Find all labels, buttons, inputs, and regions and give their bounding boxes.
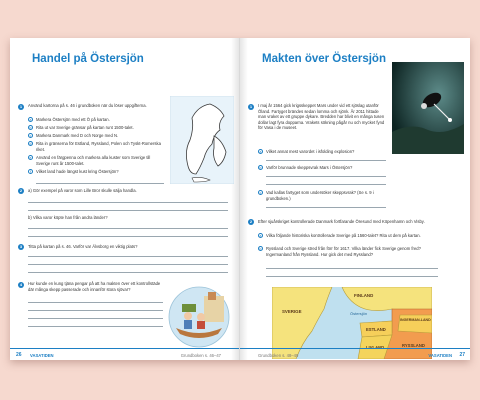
right-book-reference: Grundboken s. 48–49 — [258, 352, 299, 358]
right-footer — [240, 348, 470, 360]
right-question-1-number: 1 — [249, 104, 253, 109]
scandinavia-map-illustration — [170, 96, 234, 184]
question-1e: Använd en färgpenna och markera alla kuster som Sverige till Sverige runt år 1500-talet. — [36, 155, 151, 166]
right-page-number: 27 — [459, 352, 465, 358]
question-4: Hur kunde en kung tjäna pengar på att ha makten över ett kontrollstäde där många skepp passerade och innanför stora sjövar? — [28, 281, 161, 292]
question-2a: a) Gör exempel på varor som Lille Bror skulle sälja handla. — [28, 188, 137, 193]
map-label-estonia: ESTLAND — [366, 327, 386, 332]
map-label-livonia: LIVLAND — [366, 345, 385, 350]
question-1c: Markera Danmark med D och Norge med N. — [36, 133, 119, 138]
left-footer — [10, 348, 239, 360]
question-1a: Markera Östersjön med ett Ö på kartan. — [36, 117, 110, 122]
question-1d: Rita in gränserna för Estland, Ryssland, Polen och Tyskt-Romerska riket. — [36, 141, 161, 152]
map-label-ingermanland: INGERMAN-LAND — [400, 318, 431, 322]
right-page: Makten över Östersjön 1 I maj år 1564 gick krigsskeppet Mars under vid ett sjöslag utanför Öland. Fartyget brändes sedan lomma och sjönk. År 2011 hittade man vraket av ett gruppe dykare. Bredden har blivit en många tusen dollar lagt fyra dopparna. Vrakets sökning pågår nu och mycket fynd för Vasa i de museet. a Vilket annat mest varordet i isfolding explosion? b Varför brunnade skeppsvrak Mars i Östersjön? c Vad kallas fartyget som undersöker skeppsvrak? (Se s. 9 i grundboken.) 2 Efter sjuårskriget kontrollerade Danmark fortfarande Öresund med Köpenhamn och Visby. a Vilka följande historiska kontrollerade Sverige på 1560-talet? Rita ut dem på kartan. b Ryssland och Sverige stred från förr för 1617. Vilka länder fick Sverige genom fred? Ingermanland från Ryssland. Hur gick det med Ryssland? Östersjön FINLAND SVERIGE INGERMAN-LAND ESTLAND RYSSLAND LIVLAND Grundboken s. 48–49 VASATIDEN 27 — [240, 38, 470, 360]
merchants-boat-illustration — [168, 286, 230, 348]
question-3-number: 3 — [19, 244, 23, 249]
map-sea-label: Östersjön — [350, 311, 368, 316]
right-question-1c: Vad kallas fartyget som undersöker skeppsvrak? (Se s. 9 i grundboken.) — [266, 190, 374, 201]
right-question-2-intro: Efter sjuårskriget kontrollerade Danmark fortfarande Öresund med Köpenhamn och Visby. — [258, 219, 425, 224]
question-2b: b) Vilka varor köpte han från andra länder? — [28, 215, 108, 220]
left-book-reference: Grundboken s. 46–47 — [180, 352, 221, 358]
question-1b: Rita ut var Sverige gränsar på kartan runt 1500-talet. — [36, 125, 134, 130]
question-1-intro: Använd kartorna på s. 46 i grundboken när du löser uppgifterna. — [28, 103, 147, 108]
open-book — [10, 38, 470, 360]
map-label-russia: RYSSLAND — [402, 343, 425, 348]
question-1-number: 1 — [19, 104, 23, 109]
left-chapter-label: VASATIDEN — [30, 352, 54, 358]
right-question-2a: Vilka följande historiska kontrollerade Sverige på 1560-talet? Rita ut dem på kartan. — [266, 233, 421, 238]
left-page-title: Handel på Östersjön — [32, 53, 144, 65]
right-question-2-number: 2 — [249, 219, 253, 224]
right-chapter-label: VASATIDEN — [428, 352, 452, 358]
map-label-sweden: SVERIGE — [282, 309, 302, 314]
question-1f: Vilket land hade längst kust kring Östersjön? — [36, 169, 119, 174]
question-4-number: 4 — [19, 282, 23, 287]
question-3: Titta på kartan på s. 46. Varför var Älvsborg en viktig plats? — [28, 244, 138, 249]
map-label-finland: FINLAND — [354, 293, 374, 298]
right-page-title: Makten över Östersjön — [262, 53, 386, 65]
right-question-2b: Ryssland och Sverige stred från förr för 1617. Vilka länder fick Sverige genom fred? Ingermanland från Ryssland. Hur gick det med Ryssland? — [266, 246, 421, 257]
right-question-1b: Varför brunnade skeppsvrak Mars i Östersjön? — [266, 165, 353, 170]
question-2-number: 2 — [19, 188, 23, 193]
left-page: Handel på Östersjön 1 Använd kartorna på s. 46 i grundboken när du löser uppgifterna. a Markera Östersjön med ett Ö på kartan. b Rita ut var Sverige gränsar på kartan runt 1500-talet. c Markera Danmark med D och Norge med N. d Rita in gränserna för Estland, Ryssland, Polen och Tyskt-Romerska riket. e Använd en färgpenna och markera alla kuster som Sverige till Sverige runt år 1500-talet. f Vilket land hade längst kust kring Östersjön? 2 a) Gör exempel på varor som Lille Bror skulle sälja handla. b) Vilka varor köpte han från andra länder? 3 Titta på kartan på s. 46. Varför var Älvsborg en viktig plats? 4 Hur kunde en kung tjäna pengar på att ha makten över ett kontrollstäde där många skepp passerade och innanför stora sjövar? 26 VASATIDEN Grundboken s. 46–47 — [10, 38, 240, 360]
right-question-1-intro: I maj år 1564 gick krigsskeppet Mars under vid ett sjöslag utanför Öland. Fartyget brändes sedan lomma och sjönk. År 2011 hittade man vraket av ett gruppe dykare. Bredden har blivit en många tusen dollar lagt fyra dopparna. Vrakets sökning pågår nu och mycket fynd för Vasa i de museet. — [258, 103, 385, 131]
left-page-number: 26 — [16, 352, 22, 358]
diver-wreck-photo — [392, 62, 464, 154]
right-question-1a: Vilket annat mest varordet i isfolding explosion? — [266, 149, 355, 154]
